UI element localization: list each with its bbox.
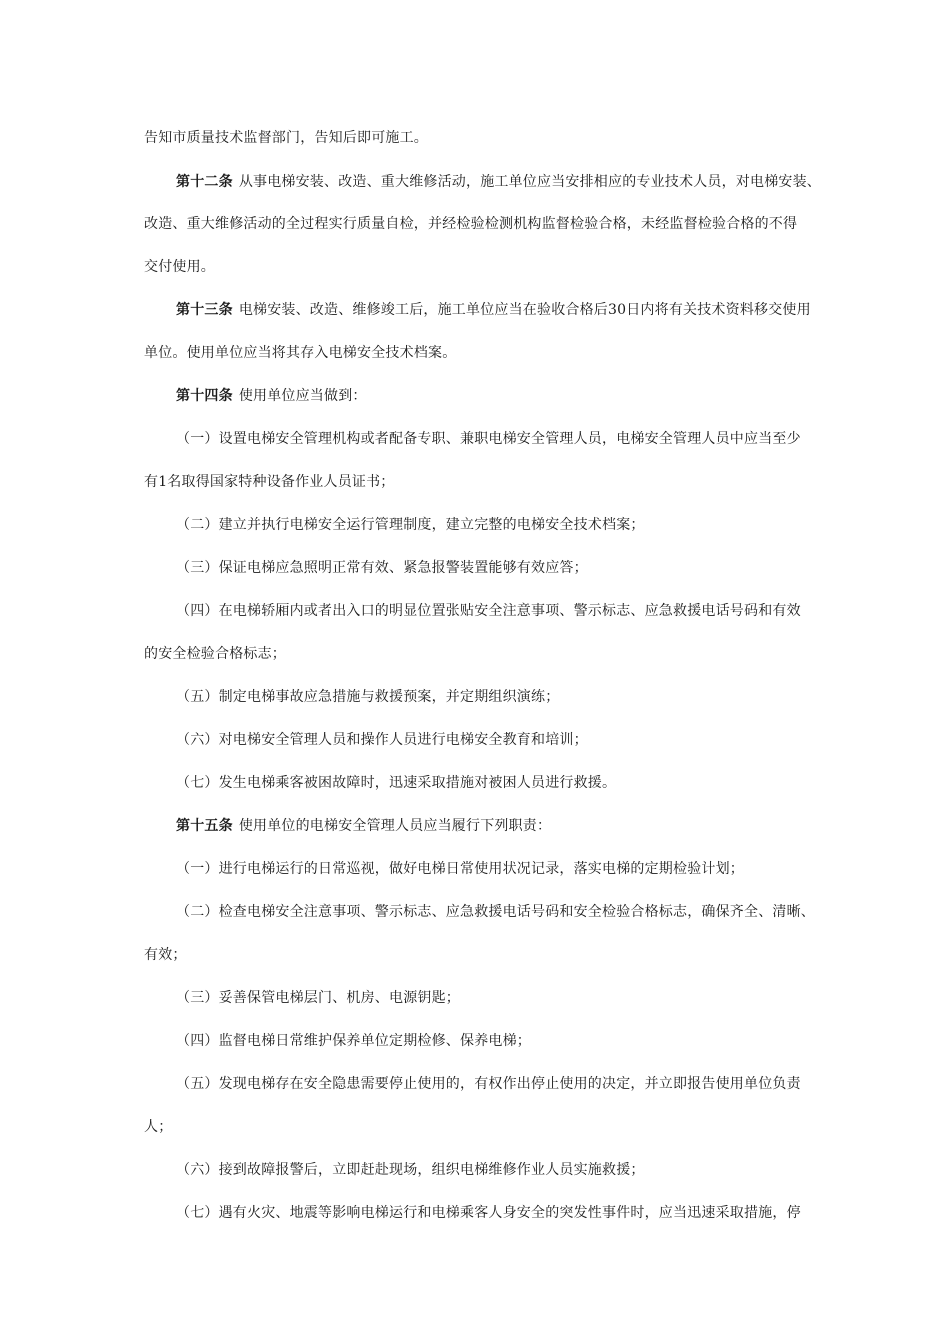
list-item-line: （五）制定电梯事故应急措施与救援预案，并定期组织演练； (176, 689, 560, 705)
list-item-line: （二）检查电梯安全注意事项、警示标志、应急救援电话号码和安全检验合格标志，确保齐全、清晰、 (176, 904, 815, 920)
article-number: 第十五条 (176, 818, 233, 834)
article-number: 第十二条 (176, 174, 233, 190)
paragraph-line: 的安全检验合格标志； (144, 646, 286, 662)
paragraph-line: 人； (144, 1119, 173, 1135)
article-number: 第十四条 (176, 388, 233, 404)
list-item-line: （三）妥善保管电梯层门、机房、电源钥匙； (176, 990, 460, 1006)
list-item-line: （七）遇有火灾、地震等影响电梯运行和电梯乘客人身安全的突发性事件时，应当迅速采取措施，停 (176, 1205, 801, 1221)
article-15-heading-line: 第十五条 使用单位的电梯安全管理人员应当履行下列职责： (176, 818, 552, 834)
article-number: 第十三条 (176, 302, 233, 318)
list-item-line: （五）发现电梯存在安全隐患需要停止使用的，有权作出停止使用的决定，并立即报告使用单位负责 (176, 1076, 801, 1092)
list-item-line: （一）进行电梯运行的日常巡视，做好电梯日常使用状况记录，落实电梯的定期检验计划； (176, 861, 744, 877)
list-item-line: （二）建立并执行电梯安全运行管理制度，建立完整的电梯安全技术档案； (176, 517, 645, 533)
list-item-line: （四）监督电梯日常维护保养单位定期检修、保养电梯； (176, 1033, 531, 1049)
list-item-line: （七）发生电梯乘客被困故障时，迅速采取措施对被困人员进行救援。 (176, 775, 617, 791)
article-12-heading-line: 第十二条 从事电梯安装、改造、重大维修活动，施工单位应当安排相应的专业技术人员，对电梯安装、 (176, 174, 822, 190)
list-item-line: （六）对电梯安全管理人员和操作人员进行电梯安全教育和培训； (176, 732, 588, 748)
article-14-heading-line: 第十四条 使用单位应当做到： (176, 388, 367, 404)
article-13-heading-line: 第十三条 电梯安装、改造、维修竣工后，施工单位应当在验收合格后30日内将有关技术资料移交使用 (176, 302, 811, 318)
paragraph-line: 有1名取得国家特种设备作业人员证书； (144, 474, 395, 490)
paragraph-line: 改造、重大维修活动的全过程实行质量自检，并经检验检测机构监督检验合格，未经监督检验合格的不得 (144, 216, 798, 232)
paragraph-line: 交付使用。 (144, 259, 215, 275)
list-item-line: （四）在电梯轿厢内或者出入口的明显位置张贴安全注意事项、警示标志、应急救援电话号码和有效 (176, 603, 801, 619)
paragraph-line: 有效； (144, 947, 187, 963)
list-item-line: （六）接到故障报警后，立即赶赴现场，组织电梯维修作业人员实施救援； (176, 1162, 645, 1178)
paragraph-line: 告知市质量技术监督部门，告知后即可施工。 (144, 130, 428, 146)
list-item-line: （三）保证电梯应急照明正常有效、紧急报警装置能够有效应答； (176, 560, 588, 576)
list-item-line: （一）设置电梯安全管理机构或者配备专职、兼职电梯安全管理人员，电梯安全管理人员中应当至少 (176, 431, 801, 447)
paragraph-line: 单位。使用单位应当将其存入电梯安全技术档案。 (144, 345, 457, 361)
